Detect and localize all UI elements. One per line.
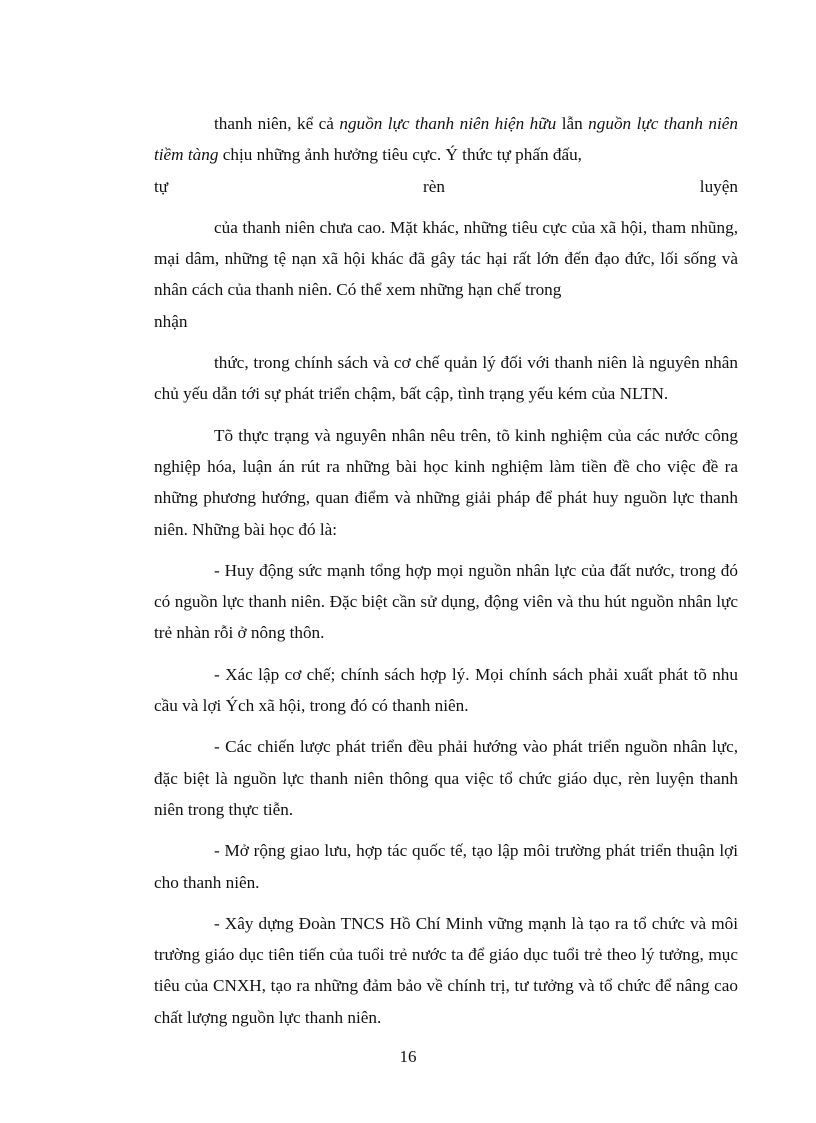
lesson-1: - Huy động sức mạnh tổng hợp mọi nguồn nhân lực của đất nước, trong đó có nguồn lực thanh niên. Đặc biệt cần sử dụng, động viên và thu hút nguồn nhân lực trẻ nhàn rỗi ở nông thôn.	[154, 560, 738, 643]
paragraph-1-italic-a: nguồn lực thanh niên hiện hữu	[339, 114, 557, 133]
paragraph-1-text-b: lẫn	[556, 114, 589, 133]
spread-word-2: rèn	[422, 176, 445, 196]
lesson-3: - Các chiến lược phát triển đều phải hướng vào phát triển nguồn nhân lực, đặc biệt là nguồn lực thanh niên thông qua việc tổ chức giáo dục, rèn luyện thanh niên trong thực tiễn.	[154, 737, 738, 819]
paragraph-1-text-a: thanh niên, kể cả	[214, 114, 340, 133]
document-body	[154, 108, 738, 1033]
lesson-2: - Xác lập cơ chế; chính sách hợp lý. Mọi chính sách phải xuất phát tõ nhu cầu và lợi Ých xã hội, trong đó có thanh niên.	[154, 664, 738, 716]
paragraph-1	[154, 108, 738, 171]
paragraph-3: thức, trong chính sách và cơ chế quản lý đối với thanh niên là nguyên nhân chủ yếu dẫn tới sự phát triển chậm, bất cập, tình trạng yếu kém của NLTN.	[154, 353, 738, 404]
paragraph-1-text-c: chịu những ảnh hưởng tiêu cực. Ý thức tự phấn đấu,	[218, 145, 582, 165]
paragraph-1-spread-line	[154, 171, 738, 202]
paragraph-4: Tõ thực trạng và nguyên nhân nêu trên, tõ kinh nghiệm của các nước công nghiệp hóa, luận án rút ra những bài học kinh nghiệm làm tiền đề cho việc đề ra những phương hướng, quan điểm và những giải pháp để phát huy nguồn lực thanh niên. Những bài học đó là:	[154, 425, 738, 539]
paragraph-2-tail: nhận	[154, 311, 188, 331]
lesson-4: - Mở rộng giao lưu, hợp tác quốc tế, tạo lập môi trường phát triển thuận lợi cho thanh niên.	[154, 841, 738, 892]
lesson-5: - Xây dựng Đoàn TNCS Hồ Chí Minh vững mạnh là tạo ra tổ chức và môi trường giáo dục tiên tiến của tuổi trẻ nước ta để giáo dục tuổi trẻ theo lý tưởng, mục tiêu của CNXH, tạo ra những đảm bảo về chính trị, tư tưởng và tổ chức để nâng cao chất lượng nguồn lực thanh niên.	[154, 913, 738, 1027]
paragraph-2: của thanh niên chưa cao. Mặt khác, những tiêu cực của xã hội, tham nhũng, mại dâm, những tệ nạn xã hội khác đã gây tác hại rất lớn đến đạo đức, lối sống và nhân cách của thanh niên. Có thể xem những hạn chế trong	[154, 217, 738, 300]
spread-word-1: tự	[154, 176, 169, 196]
paragraph-1-italic-b: nguồn lực thanh niên tiềm tàng	[154, 114, 738, 165]
spread-word-3: luyện	[699, 176, 738, 196]
page-number: 16	[399, 1047, 417, 1066]
